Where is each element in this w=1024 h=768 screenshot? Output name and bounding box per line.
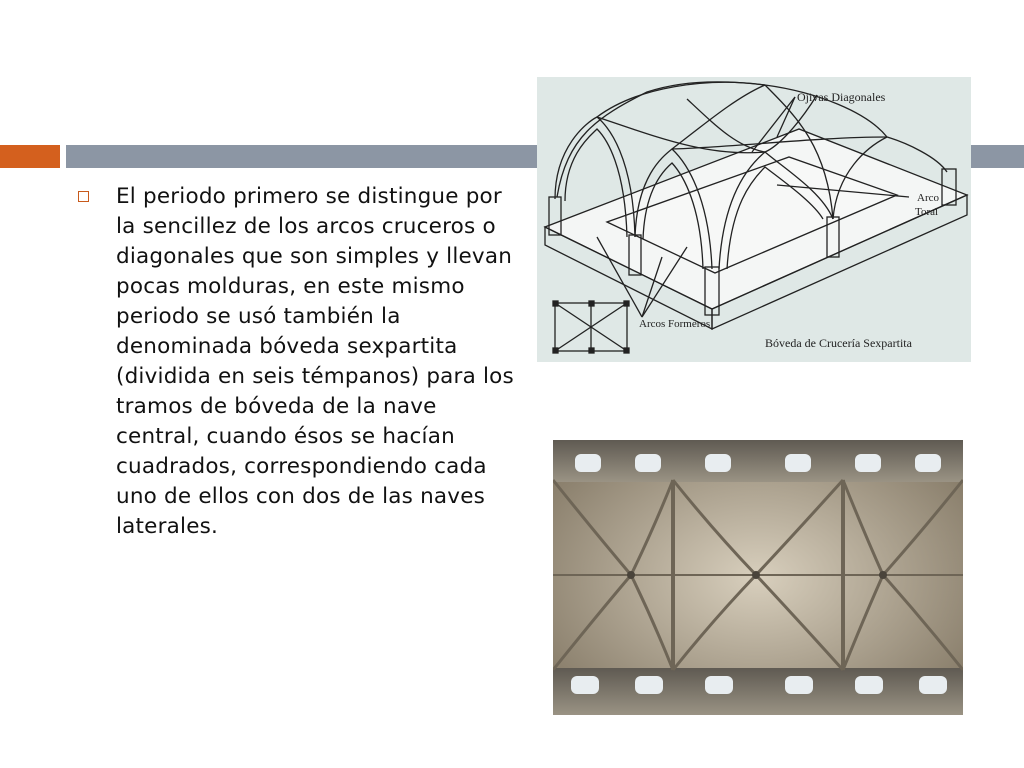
cathedral-vault-photo — [553, 440, 963, 715]
label-ojivas-diagonales: Ojivas Diagonales — [797, 90, 886, 104]
label-arcos-formeros: Arcos Formeros — [639, 318, 711, 330]
bullet-list — [78, 182, 518, 542]
bullet-text: El periodo primero se distingue por la sencillez de los arcos cruceros o diagonales que son simples y llevan pocas molduras, en este mismo periodo se usó también la denominada bóveda sexpartita (dividida en seis témpanos) para los tramos de bóveda de la nave central, cuando ésos se hacían cuadrados, correspondiendo cada uno de ellos con dos de las naves laterales. — [116, 184, 514, 539]
diagram-caption: Bóveda de Crucería Sexpartita — [765, 336, 912, 350]
vault-diagram — [537, 77, 971, 362]
square-bullet-icon — [78, 191, 89, 202]
accent-bar-orange — [0, 145, 60, 168]
label-toral: Toral — [915, 206, 939, 218]
label-arco: Arco — [917, 192, 939, 204]
